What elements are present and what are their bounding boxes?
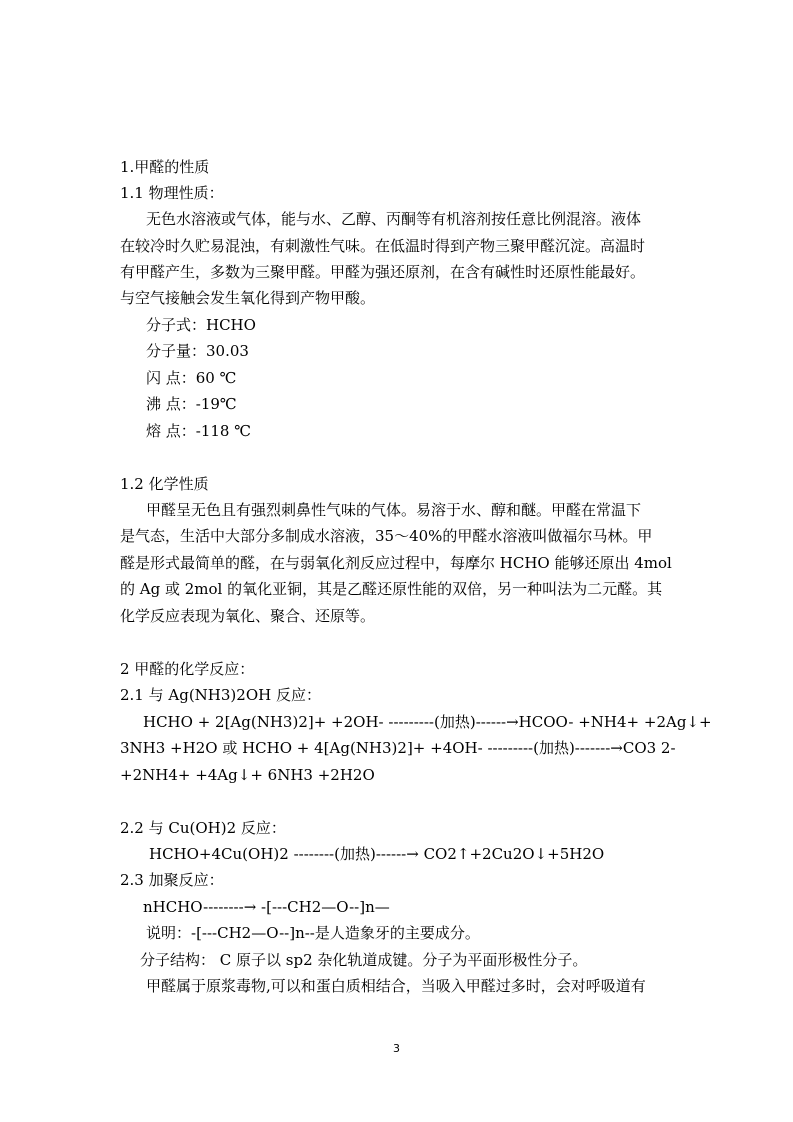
paragraph-line: 在较冷时久贮易混浊，有刺激性气味。在低温时得到产物三聚甲醛沉淀。高温时 xyxy=(120,237,646,255)
subsection-heading: 2.1 与 Ag(NH3)2OH 反应： xyxy=(120,686,321,704)
page-number: 3 xyxy=(393,1042,400,1055)
paragraph-line: 有甲醛产生，多数为三聚甲醛。甲醛为强还原剂，在含有碱性时还原性能最好。 xyxy=(120,263,646,281)
paragraph-line: 甲醛属于原浆毒物,可以和蛋白质相结合，当吸入甲醛过多时，会对呼吸道有 xyxy=(146,977,646,995)
subsection-heading: 2.3 加聚反应： xyxy=(120,871,224,889)
property-line: 沸 点：-19℃ xyxy=(146,395,237,413)
reaction-line: +2NH4+ +4Ag↓+ 6NH3 +2H2O xyxy=(120,766,375,784)
paragraph-line: 甲醛呈无色且有强烈刺鼻性气味的气体。易溶于水、醇和醚。甲醛在常温下 xyxy=(146,501,642,519)
reaction-line: HCHO+4Cu(OH)2 --------(加热)------→ CO2↑+2Cu2O↓+5H2O xyxy=(149,845,605,863)
subsection-heading: 2.2 与 Cu(OH)2 反应： xyxy=(120,819,286,837)
reaction-line: nHCHO--------→ -[---CH2—O--]n— xyxy=(143,898,390,916)
reaction-line: 3NH3 +H2O 或 HCHO + 4[Ag(NH3)2]+ +4OH- ---------(加热)-------→CO3 2- xyxy=(120,739,676,757)
property-line: 熔 点：-118 ℃ xyxy=(146,422,252,440)
paragraph-line: 是气态，生活中大部分多制成水溶液，35～40%的甲醛水溶液叫做福尔马林。甲 xyxy=(120,527,653,545)
paragraph-line: 的 Ag 或 2mol 的氧化亚铜，其是乙醛还原性能的双倍，另一种叫法为二元醛。其 xyxy=(120,580,663,598)
paragraph-line: 无色水溶液或气体，能与水、乙醇、丙酮等有机溶剂按任意比例混溶。液体 xyxy=(146,210,642,228)
reaction-line: HCHO + 2[Ag(NH3)2]+ +2OH- ---------(加热)------→HCOO- +NH4+ +2Ag↓+ xyxy=(143,713,712,731)
section-heading: 1.甲醛的性质 xyxy=(120,158,210,176)
note-line: 说明：-[---CH2—O--]n--是人造象牙的主要成分。 xyxy=(146,924,480,942)
property-line: 闪 点：60 ℃ xyxy=(146,369,237,387)
paragraph-line: 醛是形式最简单的醛，在与弱氧化剂反应过程中，每摩尔 HCHO 能够还原出 4mol xyxy=(120,554,672,572)
subsection-heading: 1.2 化学性质 xyxy=(120,475,209,493)
paragraph-line: 与空气接触会发生氧化得到产物甲酸。 xyxy=(120,289,376,307)
paragraph-line: 化学反应表现为氧化、聚合、还原等。 xyxy=(120,607,376,625)
paragraph-line: 分子结构： C 原子以 sp2 杂化轨道成键。分子为平面形极性分子。 xyxy=(140,951,588,969)
subsection-heading: 1.1 物理性质： xyxy=(120,184,224,202)
property-line: 分子式：HCHO xyxy=(146,316,256,334)
section-heading: 2 甲醛的化学反应： xyxy=(120,660,255,678)
property-line: 分子量：30.03 xyxy=(146,342,249,360)
